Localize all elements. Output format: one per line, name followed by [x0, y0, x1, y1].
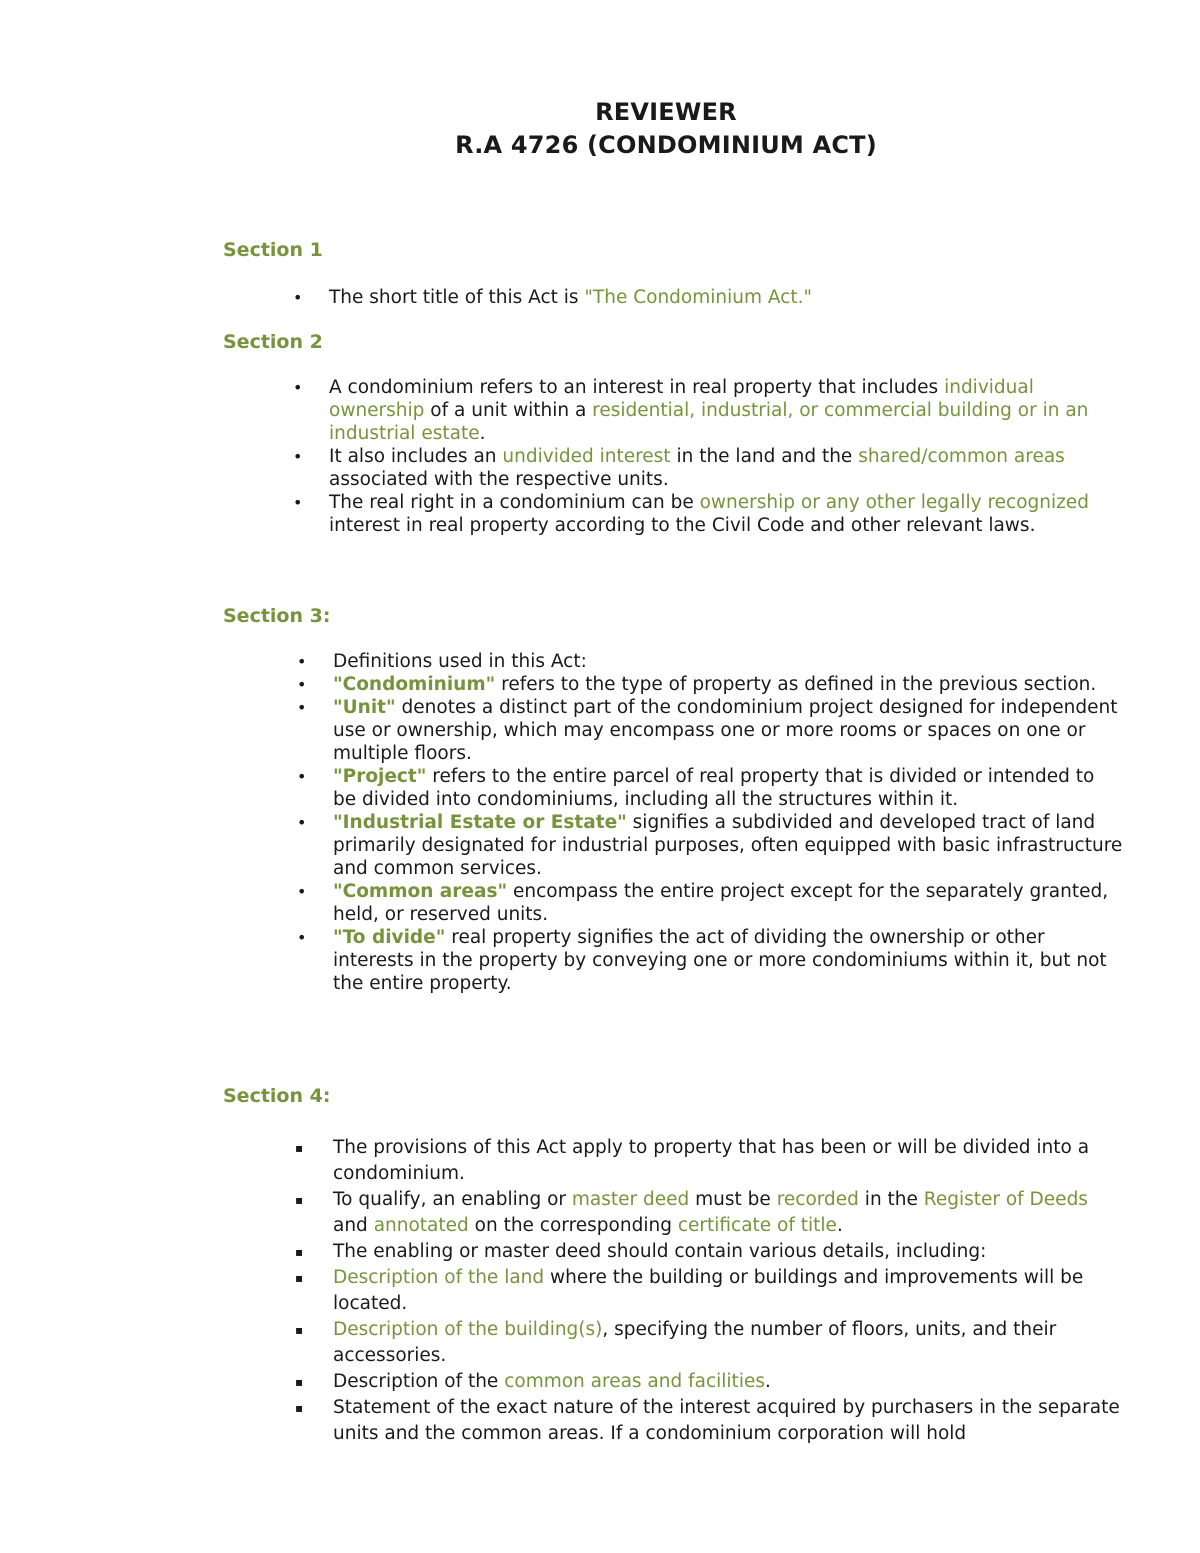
list-item-text: on the corresponding	[468, 1215, 678, 1236]
section-1-heading: Section 1	[223, 239, 323, 261]
list-item	[295, 1265, 1123, 1317]
highlighted-text: common areas and facilities	[504, 1371, 765, 1392]
highlighted-text: "To divide"	[333, 927, 446, 948]
highlighted-text: individual ownership	[329, 377, 1034, 421]
list-item	[293, 286, 1119, 309]
document-subtitle: R.A 4726 (CONDOMINIUM ACT)	[455, 131, 877, 159]
highlighted-text: Register of Deeds	[923, 1189, 1088, 1210]
highlighted-text: recorded	[776, 1189, 859, 1210]
list-item-text: The short title of this Act is	[329, 287, 585, 308]
list-item-text: in the land and the	[670, 446, 859, 467]
highlighted-text: Description of the building(s)	[333, 1319, 603, 1340]
bullet-icon: •	[297, 928, 307, 947]
bullet-icon: •	[297, 882, 307, 901]
highlighted-text: certificate of title	[677, 1215, 837, 1236]
section-3-list	[297, 650, 1123, 995]
list-item-text: in the	[858, 1189, 924, 1210]
bullet-icon: •	[297, 698, 307, 717]
highlighted-text: "Unit"	[333, 697, 396, 718]
square-bullet-icon: ▪	[295, 1401, 304, 1415]
list-item	[297, 673, 1123, 696]
highlighted-text: "Project"	[333, 766, 427, 787]
list-item	[295, 1395, 1123, 1447]
list-item	[297, 811, 1123, 880]
highlighted-text: ownership or any other legally recognized	[699, 492, 1089, 513]
list-item-text: Definitions used in this Act:	[333, 651, 587, 672]
bullet-icon: •	[293, 288, 303, 307]
list-item	[295, 1369, 1123, 1395]
list-item	[295, 1239, 1123, 1265]
square-bullet-icon: ▪	[295, 1323, 304, 1337]
highlighted-text: shared/common areas	[858, 446, 1065, 467]
highlighted-text: "Industrial Estate or Estate"	[333, 812, 627, 833]
square-bullet-icon: ▪	[295, 1271, 304, 1285]
list-item	[297, 926, 1123, 995]
highlighted-text: "Common areas"	[333, 881, 508, 902]
list-item-text: , specifying the number of floors, units, and their accessories.	[333, 1319, 1057, 1366]
section-2-heading: Section 2	[223, 331, 323, 353]
highlighted-text: residential, industrial, or commercial building or in an industrial estate	[329, 400, 1089, 444]
list-item-text: encompass the entire project except for the separately granted, held, or reserved units.	[333, 881, 1109, 925]
list-item-text: .	[836, 1215, 843, 1236]
highlighted-text: annotated	[373, 1215, 469, 1236]
square-bullet-icon: ▪	[295, 1141, 304, 1155]
list-item	[293, 376, 1119, 445]
bullet-icon: •	[297, 652, 307, 671]
list-item-text: must be	[689, 1189, 777, 1210]
square-bullet-icon: ▪	[295, 1245, 304, 1259]
list-item	[295, 1317, 1123, 1369]
list-item-text: where the building or buildings and improvements will be located.	[333, 1267, 1084, 1314]
list-item-text: The enabling or master deed should contain various details, including:	[333, 1241, 987, 1262]
section-4-heading: Section 4:	[223, 1085, 331, 1107]
list-item-text: of a unit within a	[424, 400, 593, 421]
square-bullet-icon: ▪	[295, 1375, 304, 1389]
section-4-list	[295, 1135, 1123, 1447]
document-title: REVIEWER	[595, 98, 737, 126]
list-item	[297, 880, 1123, 926]
list-item-text: The real right in a condominium can be	[329, 492, 700, 513]
list-item-text: A condominium refers to an interest in real property that includes	[329, 377, 945, 398]
bullet-icon: •	[297, 813, 307, 832]
list-item-text: Description of the	[333, 1371, 505, 1392]
list-item-text: To qualify, an enabling or	[333, 1189, 572, 1210]
list-item-text: associated with the respective units.	[329, 469, 669, 490]
highlighted-text: "The Condominium Act."	[584, 287, 813, 308]
list-item	[295, 1187, 1123, 1239]
bullet-icon: •	[293, 493, 303, 512]
list-item-text: refers to the entire parcel of real property that is divided or intended to be divided into condominiums, including all the structures within it.	[333, 766, 1095, 810]
bullet-icon: •	[293, 447, 303, 466]
section-3-heading: Section 3:	[223, 605, 331, 627]
list-item-text: The provisions of this Act apply to property that has been or will be divided into a condominium.	[333, 1137, 1090, 1184]
list-item-text: .	[764, 1371, 771, 1392]
list-item-text: .	[479, 423, 486, 444]
list-item	[297, 696, 1123, 765]
list-item-text: real property signifies the act of dividing the ownership or other interests in the property by conveying one or more condominiums within it, but not the entire property.	[333, 927, 1107, 994]
highlighted-text: master deed	[571, 1189, 690, 1210]
list-item	[297, 650, 1123, 673]
list-item	[297, 765, 1123, 811]
square-bullet-icon: ▪	[295, 1193, 304, 1207]
section-1-list	[293, 286, 1119, 309]
section-2-list	[293, 376, 1119, 537]
list-item	[293, 445, 1119, 491]
list-item-text: interest in real property according to the Civil Code and other relevant laws.	[329, 515, 1036, 536]
highlighted-text: "Condominium"	[333, 674, 496, 695]
highlighted-text: undivided interest	[502, 446, 671, 467]
list-item	[293, 491, 1119, 537]
list-item-text: refers to the type of property as defined in the previous section.	[495, 674, 1097, 695]
list-item-text: and	[333, 1215, 374, 1236]
bullet-icon: •	[297, 767, 307, 786]
list-item-text: Statement of the exact nature of the interest acquired by purchasers in the separate units and the common areas. If a condominium corporation will hold	[333, 1397, 1120, 1444]
list-item-text: signifies a subdivided and developed tract of land primarily designated for industrial purposes, often equipped with basic infrastructure and common services.	[333, 812, 1123, 879]
list-item	[295, 1135, 1123, 1187]
list-item-text: It also includes an	[329, 446, 503, 467]
bullet-icon: •	[297, 675, 307, 694]
highlighted-text: Description of the land	[333, 1267, 545, 1288]
list-item-text: denotes a distinct part of the condominium project designed for independent use or ownership, which may encompass one or more rooms or spaces on one or multiple floors.	[333, 697, 1118, 764]
bullet-icon: •	[293, 378, 303, 397]
